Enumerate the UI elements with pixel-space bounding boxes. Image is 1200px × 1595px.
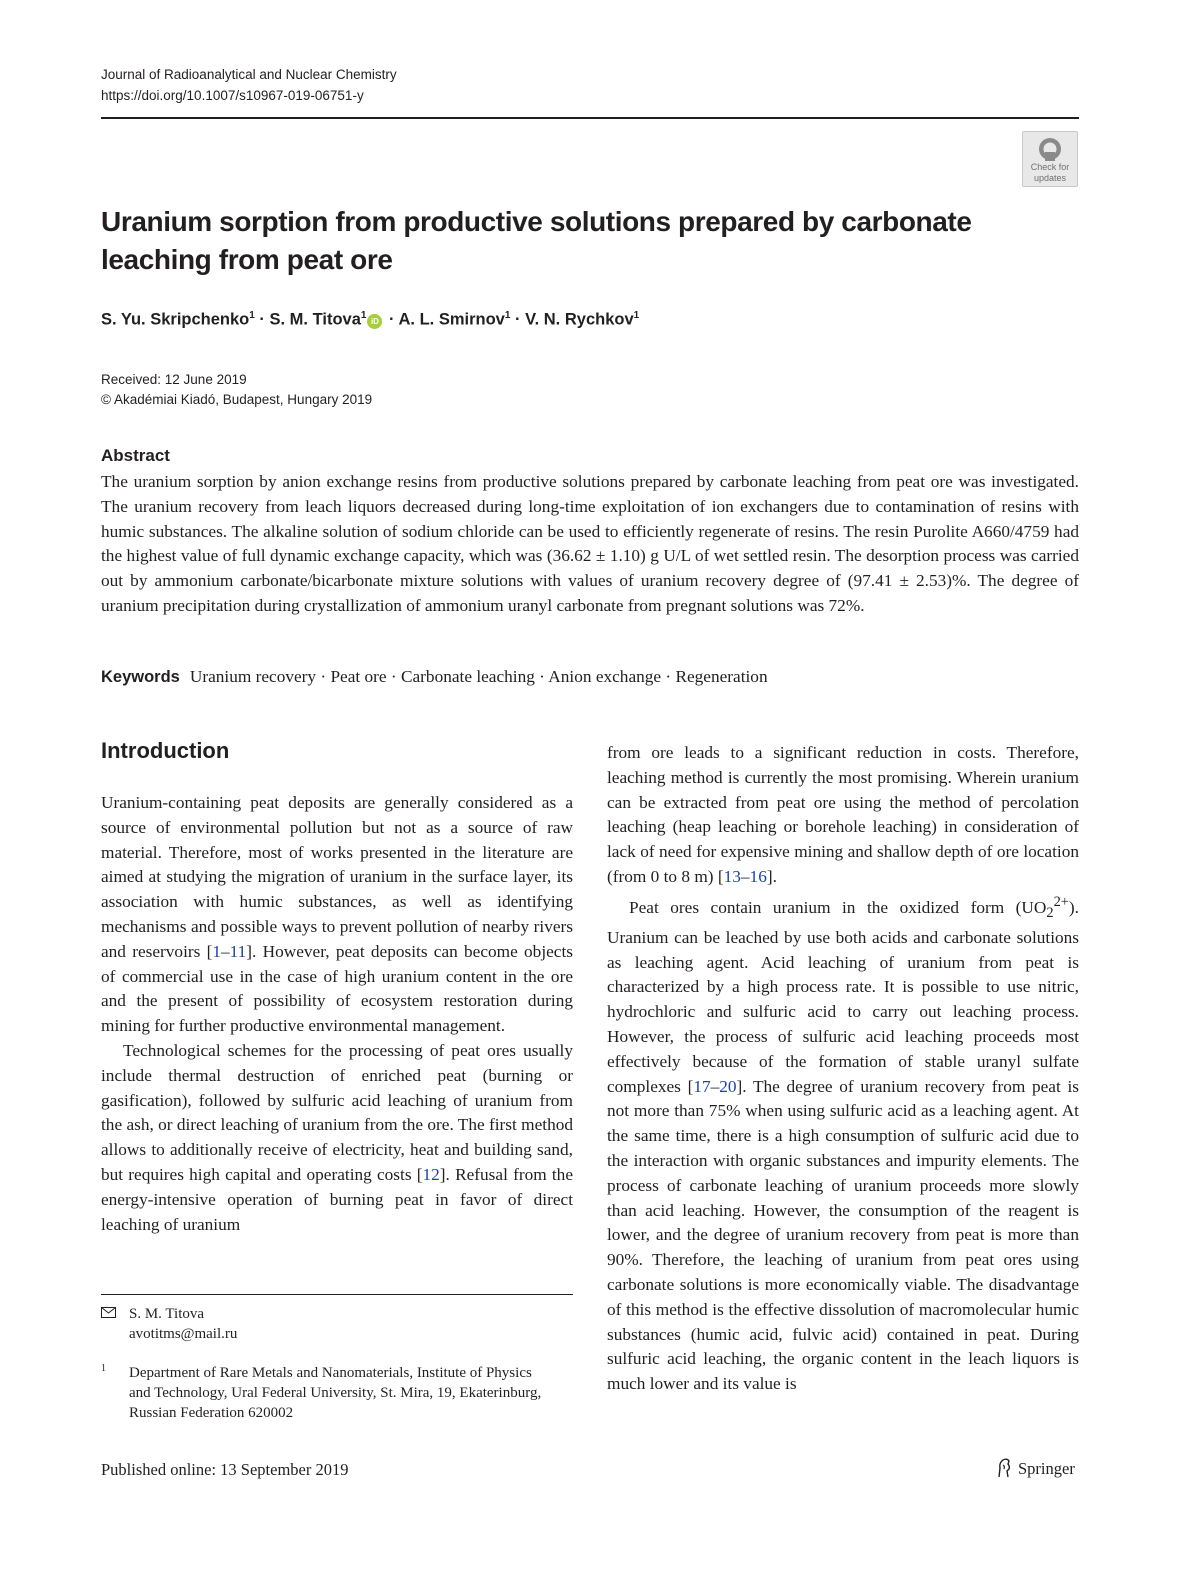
copyright: © Akadémiai Kiadó, Budapest, Hungary 2019 xyxy=(101,392,373,407)
paragraph: Uranium-containing peat deposits are generally considered as a source of environmental pollution but not as a source of raw material. Therefore, most of works presented in the literature are aimed at studying the migration of uranium in the surface layer, its association with humic substances, as well as identifying mechanisms and possible ways to prevent pollution of nearby rivers and reservoirs [1–11]. However, peat deposits can become objects of commercial use in the case of high uranium content in the ore and the present of possibility of ecosystem restoration during mining for further productive environmental management. xyxy=(101,793,573,1036)
author-name[interactable]: S. M. Titova xyxy=(269,310,361,329)
published-online-date: Published online: 13 September 2019 xyxy=(101,1460,349,1479)
introduction-heading: Introduction xyxy=(101,738,230,763)
author-list xyxy=(101,310,639,330)
paragraph-continued-right: from ore leads to a significant reduction in costs. Therefore, leaching method is currently the most promising. Wherein uranium can be extracted from peat ore using the method of percolation leaching (heap leaching or borehole leaching) in consideration of lack of need for expensive mining and shallow depth of ore location (from 0 to 8 m) [ xyxy=(607,743,1079,886)
journal-header xyxy=(101,64,397,106)
citation-link[interactable]: 16 xyxy=(749,866,767,886)
abstract-text: The uranium sorption by anion exchange resins from productive solutions prepared by carbonate leaching from peat ore was investigated. The uranium recovery from leach liquors decreased during long-time exploitation of ion exchangers due to contamination of resins with humic substances. The alkaline solution of sodium chloride can be used to efficiently regenerate of resins. The resin Purolite A660/4759 had the highest value of full dynamic exchange capacity, which was (36.62 ± 1.10) g U/L of wet settled resin. The desorption process was carried out by ammonium carbonate/bicarbonate mixture solutions with values of uranium recovery degree of (97.41 ± 2.53)%. The degree of uranium precipitation during crystallization of ammonium uranyl carbonate from pregnant solutions was 72%. xyxy=(101,472,1079,615)
paragraph: Peat ores contain uranium in the oxidized form $(UO_2^{2+})$. Uranium can be leached by use both acids and carbonate solutions as leaching agent. Acid leaching of uranium from peat is characterized by a high process rate. It is possible to use nitric, hydrochloric and sulfuric acid to carry out leaching process. However, the process of sulfuric acid leaching proceeds most effectively because of the formation of stable uranyl sulfate complexes [17–20]. The degree of uranium recovery from peat is not more than 75% when using sulfuric acid as a leaching agent. At the same time, there is a high consumption of sulfuric acid due to the interaction with organic substances and impurity elements. The process of carbonate leaching of uranium proceeds more slowly than acid leaching. However, the consumption of the reagent is lower, and the degree of uranium recovery from peat is more than 90%. Therefore, the leaching of uranium from peat ores using carbonate solutions is more economically viable. The disadvantage of this method is the effective dissolution of macromolecular humic substances (humic acid, fulvic acid) contained in peat. During sulfuric acid leaching, the organic content in the leach liquors is much lower and its value is xyxy=(607,893,1079,1394)
body-column-right xyxy=(607,741,1079,1397)
author-affiliation-mark: 1 xyxy=(360,310,367,321)
title-line-1: Uranium sorption from productive solutions prepared by carbonate xyxy=(101,206,972,237)
publisher-name: Springer xyxy=(1018,1459,1075,1478)
paragraph: Technological schemes for the processing of peat ores usually include thermal destruction of enriched peat (burning or gasification), followed by sulfuric acid leaching of uranium from the ash, or direct leaching of uranium from the ore. The first method allows to additionally receive of electricity, heat and building sand, but requires high capital and operating costs [12]. Refusal from the energy-intensive operation of burning peat in favor of direct leaching of uranium xyxy=(101,1040,573,1234)
publisher-logo xyxy=(995,1458,1075,1479)
crossmark-icon xyxy=(1038,137,1062,161)
paragraph-continued: from ore leads to a significant reduction in costs. Therefore, leaching method is currently the most promising. Wherein uranium can be extracted from peat ore using the method of percolation leaching (heap leaching or borehole leaching) in consideration of lack of need for expensive mining and shallow depth of ore location (from 0 to 8 m) [13–16]. xyxy=(607,743,1079,886)
crossmark-line2: updates xyxy=(1033,173,1067,183)
author-name[interactable]: A. L. Smirnov xyxy=(398,310,505,329)
footnote-rule xyxy=(101,1294,573,1295)
author-affiliation-mark: 1 xyxy=(633,310,640,321)
corresponding-author-name: S. M. Titova xyxy=(129,1306,205,1322)
corresponding-author xyxy=(101,1304,237,1344)
orcid-icon[interactable]: iD xyxy=(367,314,382,329)
springer-horse-icon xyxy=(995,1458,1013,1478)
citation-link[interactable]: 1 xyxy=(212,941,222,961)
author-separator: · xyxy=(384,310,399,329)
affiliation xyxy=(101,1363,549,1423)
keywords xyxy=(101,667,768,687)
title-line-2: leaching from peat ore xyxy=(101,244,393,275)
citation-link[interactable]: 11 xyxy=(229,941,247,961)
keywords-list: Uranium recovery · Peat ore · Carbonate leaching · Anion exchange · Regeneration xyxy=(189,667,768,686)
article-dates xyxy=(101,370,372,410)
doi-link[interactable]: https://doi.org/10.1007/s10967-019-06751-y xyxy=(101,88,364,103)
header-rule xyxy=(101,117,1079,119)
email-link[interactable]: avotitms@mail.ru xyxy=(129,1326,238,1342)
author-name[interactable]: S. Yu. Skripchenko xyxy=(101,310,250,329)
abstract-heading: Abstract xyxy=(101,446,170,465)
keywords-heading: Keywords xyxy=(101,668,180,686)
paragraph-continued-left: ]. Refusal from the energy-intensive operation of burning peat in favor of direct leaching of uranium xyxy=(101,1164,573,1234)
citation-link[interactable]: 12 xyxy=(422,1164,440,1184)
citation-link[interactable]: 17 xyxy=(693,1076,711,1096)
affiliation-number: 1 xyxy=(101,1363,106,1374)
author-affiliation-mark: 1 xyxy=(504,310,511,321)
journal-name: Journal of Radioanalytical and Nuclear Chemistry xyxy=(101,67,397,82)
author-affiliation-mark: 1 xyxy=(249,310,255,321)
author-separator: · xyxy=(254,310,270,329)
author-separator: · xyxy=(510,310,526,329)
check-for-updates-badge[interactable] xyxy=(1022,131,1078,187)
body-column-left xyxy=(101,791,573,1237)
received-date: Received: 12 June 2019 xyxy=(101,372,247,387)
envelope-icon xyxy=(101,1307,116,1318)
citation-link[interactable]: 20 xyxy=(719,1076,737,1096)
affiliation-text: Department of Rare Metals and Nanomaterials, Institute of Physics and Technology, Ural Federal University, St. Mira, 19, Ekaterinburg, Russian Federation 620002 xyxy=(129,1365,542,1421)
citation-link[interactable]: 13 xyxy=(723,866,741,886)
article-title xyxy=(101,203,1001,279)
crossmark-line1: Check for xyxy=(1030,162,1070,172)
author-name[interactable]: V. N. Rychkov xyxy=(525,310,634,329)
